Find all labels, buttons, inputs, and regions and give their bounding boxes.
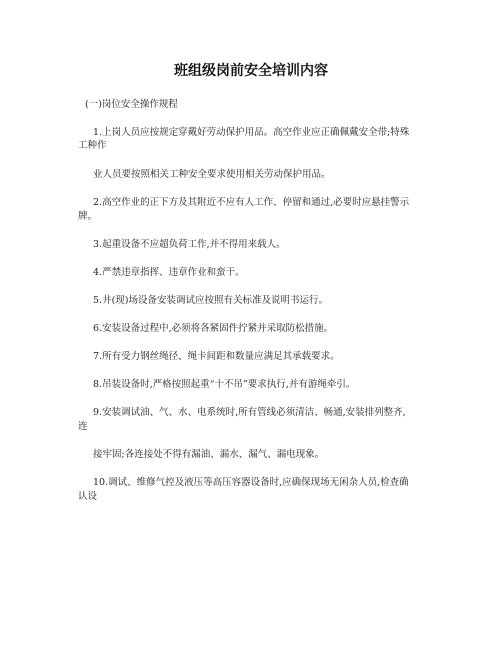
paragraph-line: 接牢固;各连接处不得有漏油、漏水、漏气、漏电现象。 [93,449,325,460]
paragraph-line: 9.安装调试油、气、水、电系统时,所有管线必须清洁、畅通,安装排列整齐, [93,407,406,418]
paragraph-line: 认设 [78,491,98,502]
paragraph-line: 连 [78,421,88,432]
paragraph-line: 5.井(现)场设备安装调试应按照有关标准及说明书运行。 [93,295,328,306]
paragraph-line: 工种作 [78,140,107,151]
paragraph-line: 8.吊装设备时,严格按照起重“十不吊”要求执行,并有游绳牵引。 [93,379,356,390]
paragraph-line: 2.高空作业的正下方及其附近不应有人工作、停留和通过,必要时应悬挂警示 [93,197,410,208]
paragraph-line: 4.严禁违章指挥、违章作业和蛮干。 [93,267,245,278]
section-heading: (一)岗位安全操作规程 [85,99,178,110]
paragraph-line: 7.所有受力钢丝绳径、绳卡间距和数量应满足其承载要求。 [93,351,340,362]
paragraph-line: 1.上岗人员应按规定穿戴好劳动保护用品。高空作业应正确佩戴安全带;特殊 [93,127,410,138]
document-title: 班组级岗前安全培训内容 [174,63,328,79]
paragraph-line: 业人员要按照相关工种安全要求使用相关劳动保护用品。 [93,169,331,180]
paragraph-line: 3.起重设备不应超负荷工作,并不得用来载人。 [93,239,286,250]
paragraph-line: 牌。 [78,211,98,222]
paragraph-line: 10.调试、维修气控及液压等高压容器设备时,应确保现场无闲杂人员,检查确 [93,477,409,488]
paragraph-line: 6.安装设备过程中,必须将各紧固件拧紧并采取防松措施。 [93,323,334,334]
